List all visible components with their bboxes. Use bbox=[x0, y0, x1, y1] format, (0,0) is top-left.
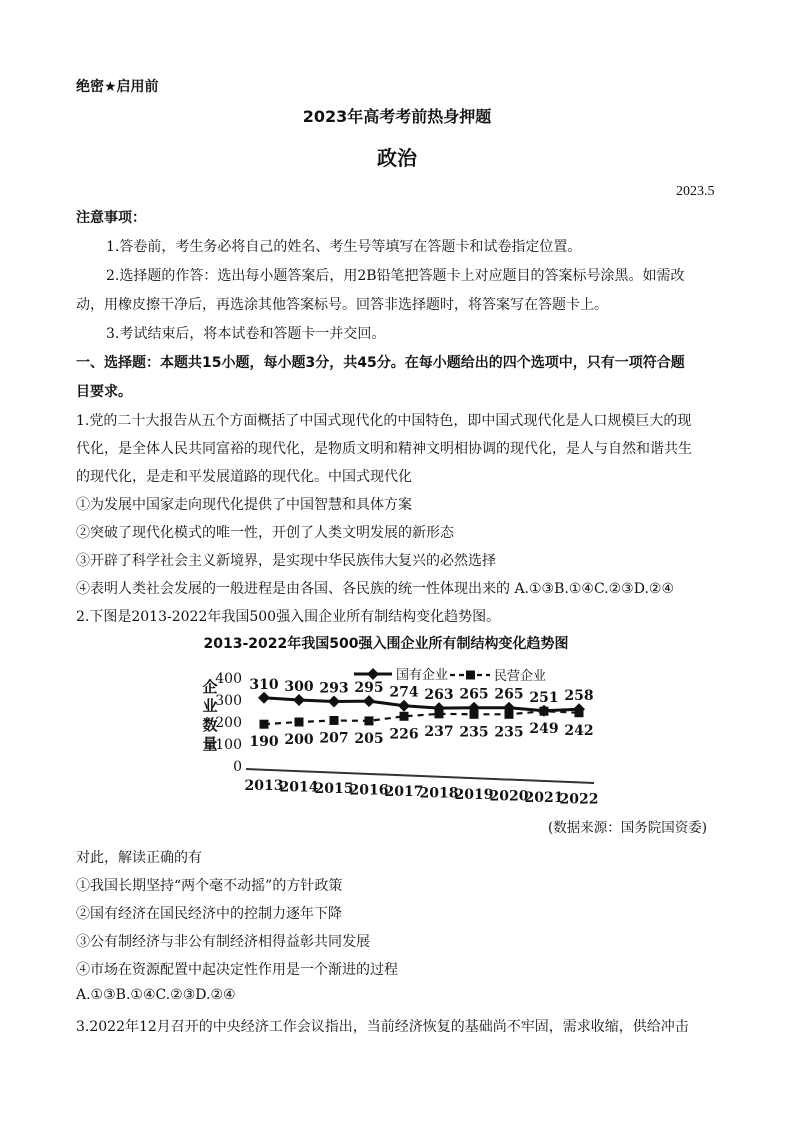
y-axis-label-char: 业 bbox=[202, 697, 218, 715]
y-axis-label-char: 量 bbox=[202, 735, 218, 753]
y-tick-label: 300 bbox=[215, 693, 242, 709]
data-point-state-owned bbox=[258, 692, 270, 704]
x-tick-label: 2022 bbox=[559, 791, 599, 808]
data-point-private bbox=[330, 716, 339, 725]
y-tick-label: 100 bbox=[215, 737, 242, 753]
data-label-private: 226 bbox=[389, 726, 419, 743]
chart-title: 2013-2022年我国500强入围企业所有制结构变化趋势图 bbox=[203, 636, 569, 652]
data-label-private: 235 bbox=[494, 724, 524, 741]
notice-item-3: 3.考试结束后，将本试卷和答题卡一并交回。 bbox=[106, 326, 386, 342]
q2-answers: A.①③B.①④C.②③D.②④ bbox=[76, 987, 236, 1003]
q2-option-1: ①我国长期坚持“两个毫不动摇”的方针政策 bbox=[76, 878, 343, 894]
q2-stem: 2.下图是2013-2022年我国500强入围企业所有制结构变化趋势图。 bbox=[76, 609, 501, 625]
data-point-private bbox=[435, 709, 444, 718]
data-point-private bbox=[470, 710, 479, 719]
data-label-state-owned: 265 bbox=[459, 686, 489, 703]
q2-option-2: ②国有经济在国民经济中的控制力逐年下降 bbox=[76, 906, 342, 922]
x-tick-label: 2014 bbox=[279, 779, 319, 796]
data-point-state-owned bbox=[398, 700, 410, 712]
legend-marker-state-owned bbox=[367, 668, 379, 680]
x-tick-label: 2021 bbox=[524, 790, 564, 806]
subject-title: 政治 bbox=[377, 146, 417, 170]
chart-source: (数据来源：国务院国资委) bbox=[548, 820, 708, 836]
data-label-private: 190 bbox=[249, 734, 279, 751]
y-axis-ticks bbox=[215, 671, 242, 775]
data-label-private: 205 bbox=[354, 730, 384, 747]
x-tick-label: 2020 bbox=[489, 788, 529, 805]
data-label-private: 207 bbox=[319, 730, 349, 747]
data-label-state-owned: 274 bbox=[389, 684, 419, 701]
data-label-private: 242 bbox=[564, 722, 594, 739]
q1-stem-line-1: 1.党的二十大报告从五个方面概括了中国式现代化的中国特色，即中国式现代化是人口规模巨大的现 bbox=[76, 413, 692, 429]
q1-stem-line-2: 代化，是全体人民共同富裕的现代化，是物质文明和精神文明相协调的现代化，是人与自然和谐共生 bbox=[76, 441, 692, 457]
data-point-private bbox=[295, 718, 304, 727]
exam-date: 2023.5 bbox=[676, 184, 715, 199]
data-label-private: 200 bbox=[284, 732, 314, 748]
data-label-state-owned: 251 bbox=[529, 689, 559, 706]
q2-question: 对此，解读正确的有 bbox=[76, 850, 202, 866]
notice-item-2: 2.选择题的作答：选出每小题答案后，用2B铅笔把答题卡上对应题目的答案标号涂黑。如需改 bbox=[106, 268, 685, 284]
x-tick-label: 2016 bbox=[349, 782, 389, 799]
q1-option-1: ①为发展中国家走向现代化提供了中国智慧和具体方案 bbox=[76, 497, 412, 513]
x-axis-ticks bbox=[245, 769, 599, 808]
data-label-state-owned: 258 bbox=[564, 688, 594, 705]
data-label-state-owned: 265 bbox=[494, 686, 524, 703]
data-label-state-owned: 295 bbox=[354, 680, 384, 697]
data-point-private bbox=[400, 712, 409, 721]
section-heading-cont: 目要求。 bbox=[76, 384, 132, 400]
y-axis-label-char: 企 bbox=[202, 678, 218, 696]
data-point-state-owned bbox=[328, 696, 340, 708]
data-label-private: 237 bbox=[424, 723, 454, 740]
q2-option-4: ④市场在资源配置中起决定性作用是一个渐进的过程 bbox=[76, 962, 398, 978]
notice-heading: 注意事项： bbox=[76, 210, 146, 226]
q2-option-3: ③公有制经济与非公有制经济相得益彰共同发展 bbox=[76, 934, 370, 950]
y-tick-label: 200 bbox=[215, 715, 242, 731]
q1-option-2: ②突破了现代化模式的唯一性，开创了人类文明发展的新形态 bbox=[76, 525, 454, 541]
y-tick-label: 0 bbox=[233, 759, 242, 775]
legend-label-state-owned: 国有企业 bbox=[396, 668, 449, 683]
data-point-state-owned bbox=[363, 695, 375, 707]
secret-label: 绝密★启用前 bbox=[76, 79, 159, 95]
data-point-state-owned bbox=[293, 694, 305, 706]
q1-option-3: ③开辟了科学社会主义新境界，是实现中华民族伟大复兴的必然选择 bbox=[76, 553, 496, 569]
q1-stem-line-3: 的现代化，是走和平发展道路的现代化。中国式现代化 bbox=[76, 469, 412, 485]
chart-series bbox=[249, 677, 593, 750]
x-tick-label: 2017 bbox=[384, 784, 424, 800]
x-tick-label: 2015 bbox=[314, 781, 354, 797]
data-label-state-owned: 293 bbox=[319, 680, 349, 697]
section-heading: 一、选择题：本题共15小题，每小题3分，共45分。在每小题给出的四个选项中，只有一项符合题 bbox=[76, 355, 685, 371]
x-tick-label: 2018 bbox=[419, 785, 459, 802]
data-label-private: 249 bbox=[529, 721, 559, 738]
ownership-trend-chart bbox=[196, 626, 606, 808]
data-point-private bbox=[260, 720, 269, 729]
q1-option-4-and-answers: ④表明人类社会发展的一般进程是由各国、各民族的统一性体现出来的 A.①③B.①④C.②③D.②④ bbox=[76, 581, 674, 597]
legend-label-private: 民营企业 bbox=[494, 669, 547, 684]
legend-marker-private bbox=[466, 671, 475, 680]
data-label-state-owned: 310 bbox=[249, 676, 279, 693]
x-tick-label: 2019 bbox=[454, 787, 494, 803]
data-point-private bbox=[365, 716, 374, 725]
data-label-state-owned: 300 bbox=[284, 679, 314, 695]
x-tick-label: 2013 bbox=[244, 778, 284, 794]
q3-stem: 3.2022年12月召开的中央经济工作会议指出，当前经济恢复的基础尚不牢固，需求收缩，供给冲击 bbox=[76, 1019, 689, 1035]
exam-title: 2023年高考考前热身押题 bbox=[302, 107, 492, 126]
notice-item-1: 1.答卷前，考生务必将自己的姓名、考生号等填写在答题卡和试卷指定位置。 bbox=[106, 239, 582, 255]
y-axis-label-char: 数 bbox=[202, 716, 218, 734]
data-label-private: 235 bbox=[459, 724, 489, 741]
data-point-private bbox=[575, 708, 584, 717]
data-point-private bbox=[540, 707, 549, 716]
data-point-private bbox=[505, 710, 514, 719]
y-tick-label: 400 bbox=[215, 671, 242, 687]
data-label-state-owned: 263 bbox=[424, 687, 454, 704]
notice-item-2-cont: 动，用橡皮擦干净后，再选涂其他答案标号。回答非选择题时，将答案写在答题卡上。 bbox=[76, 297, 608, 313]
